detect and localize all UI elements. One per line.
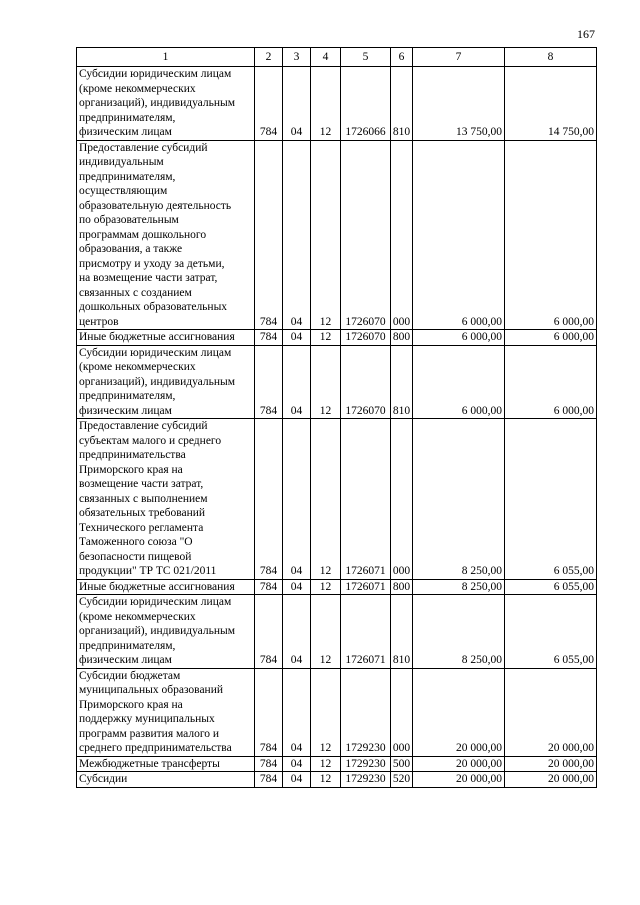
target-article-code: 1729230 (341, 772, 391, 788)
ministry-code: 784 (255, 140, 283, 330)
expense-type-code: 000 (391, 668, 413, 756)
amount-col-7: 20 000,00 (413, 772, 505, 788)
target-article-code: 1726066 (341, 67, 391, 141)
expense-type-code: 810 (391, 67, 413, 141)
amount-col-7: 6 000,00 (413, 345, 505, 419)
header-cell-3: 3 (283, 48, 311, 67)
subsection-code: 12 (311, 756, 341, 772)
section-code: 04 (283, 419, 311, 580)
header-row (77, 48, 597, 67)
table-row (77, 579, 597, 595)
ministry-code: 784 (255, 345, 283, 419)
table-body (77, 67, 597, 788)
target-article-code: 1729230 (341, 756, 391, 772)
amount-col-8: 6 055,00 (505, 419, 597, 580)
header-cell-4: 4 (311, 48, 341, 67)
expense-type-code: 500 (391, 756, 413, 772)
amount-col-7: 8 250,00 (413, 595, 505, 669)
section-code: 04 (283, 579, 311, 595)
header-cell-5: 5 (341, 48, 391, 67)
subsection-code: 12 (311, 595, 341, 669)
target-article-code: 1726070 (341, 330, 391, 346)
amount-col-8: 20 000,00 (505, 772, 597, 788)
table-row (77, 668, 597, 756)
section-code: 04 (283, 67, 311, 141)
ministry-code: 784 (255, 668, 283, 756)
header-cell-2: 2 (255, 48, 283, 67)
target-article-code: 1726071 (341, 595, 391, 669)
amount-col-8: 6 000,00 (505, 330, 597, 346)
subsection-code: 12 (311, 579, 341, 595)
subsection-code: 12 (311, 772, 341, 788)
ministry-code: 784 (255, 330, 283, 346)
target-article-code: 1726070 (341, 140, 391, 330)
amount-col-8: 6 055,00 (505, 579, 597, 595)
header-cell-6: 6 (391, 48, 413, 67)
amount-col-8: 6 000,00 (505, 140, 597, 330)
item-name: Иные бюджетные ассигнования (77, 579, 255, 595)
target-article-code: 1726071 (341, 419, 391, 580)
expense-type-code: 800 (391, 330, 413, 346)
amount-col-8: 20 000,00 (505, 756, 597, 772)
item-name: Иные бюджетные ассигнования (77, 330, 255, 346)
subsection-code: 12 (311, 330, 341, 346)
budget-table (76, 47, 597, 788)
ministry-code: 784 (255, 756, 283, 772)
amount-col-8: 6 000,00 (505, 345, 597, 419)
table-row (77, 772, 597, 788)
item-name: Предоставление субсидий субъектам малого и среднего предпринимательства Приморского края на возмещение части затрат, связанных с выполнением обязательных требований Технического регламента Таможенного союза "О безопасности пищевой продукции" ТР ТС 021/2011 (77, 419, 255, 580)
table-row (77, 330, 597, 346)
section-code: 04 (283, 595, 311, 669)
subsection-code: 12 (311, 668, 341, 756)
table-row (77, 756, 597, 772)
amount-col-8: 6 055,00 (505, 595, 597, 669)
amount-col-8: 14 750,00 (505, 67, 597, 141)
table-row (77, 345, 597, 419)
page-number: 167 (577, 27, 595, 41)
amount-col-7: 20 000,00 (413, 668, 505, 756)
amount-col-7: 6 000,00 (413, 330, 505, 346)
item-name: Субсидии юридическим лицам (кроме некоммерческих организаций), индивидуальным предпринимателям, физическим лицам (77, 595, 255, 669)
ministry-code: 784 (255, 67, 283, 141)
item-name: Субсидии юридическим лицам (кроме некоммерческих организаций), индивидуальным предпринимателям, физическим лицам (77, 345, 255, 419)
section-code: 04 (283, 140, 311, 330)
expense-type-code: 520 (391, 772, 413, 788)
subsection-code: 12 (311, 67, 341, 141)
item-name: Предоставление субсидий индивидуальным предпринимателям, осуществляющим образовательную деятельность по образовательным программам дошкольного образования, а также присмотру и уходу за детьми, на возмещение части затрат, связанных с созданием дошкольных образовательных центров (77, 140, 255, 330)
header-cell-7: 7 (413, 48, 505, 67)
item-name: Субсидии юридическим лицам (кроме некоммерческих организаций), индивидуальным предпринимателям, физическим лицам (77, 67, 255, 141)
amount-col-7: 13 750,00 (413, 67, 505, 141)
expense-type-code: 810 (391, 345, 413, 419)
section-code: 04 (283, 345, 311, 419)
table-row (77, 67, 597, 141)
ministry-code: 784 (255, 419, 283, 580)
ministry-code: 784 (255, 595, 283, 669)
amount-col-7: 6 000,00 (413, 140, 505, 330)
ministry-code: 784 (255, 579, 283, 595)
header-cell-8: 8 (505, 48, 597, 67)
target-article-code: 1726070 (341, 345, 391, 419)
section-code: 04 (283, 330, 311, 346)
section-code: 04 (283, 668, 311, 756)
ministry-code: 784 (255, 772, 283, 788)
amount-col-7: 8 250,00 (413, 419, 505, 580)
section-code: 04 (283, 756, 311, 772)
amount-col-7: 20 000,00 (413, 756, 505, 772)
subsection-code: 12 (311, 419, 341, 580)
expense-type-code: 000 (391, 140, 413, 330)
section-code: 04 (283, 772, 311, 788)
subsection-code: 12 (311, 345, 341, 419)
table-row (77, 140, 597, 330)
expense-type-code: 000 (391, 419, 413, 580)
item-name: Межбюджетные трансферты (77, 756, 255, 772)
target-article-code: 1729230 (341, 668, 391, 756)
table-row (77, 595, 597, 669)
item-name: Субсидии бюджетам муниципальных образований Приморского края на поддержку муниципальных программ развития малого и среднего предпринимательства (77, 668, 255, 756)
subsection-code: 12 (311, 140, 341, 330)
amount-col-7: 8 250,00 (413, 579, 505, 595)
expense-type-code: 810 (391, 595, 413, 669)
header-cell-1: 1 (77, 48, 255, 67)
item-name: Субсидии (77, 772, 255, 788)
expense-type-code: 800 (391, 579, 413, 595)
amount-col-8: 20 000,00 (505, 668, 597, 756)
table-row (77, 419, 597, 580)
target-article-code: 1726071 (341, 579, 391, 595)
